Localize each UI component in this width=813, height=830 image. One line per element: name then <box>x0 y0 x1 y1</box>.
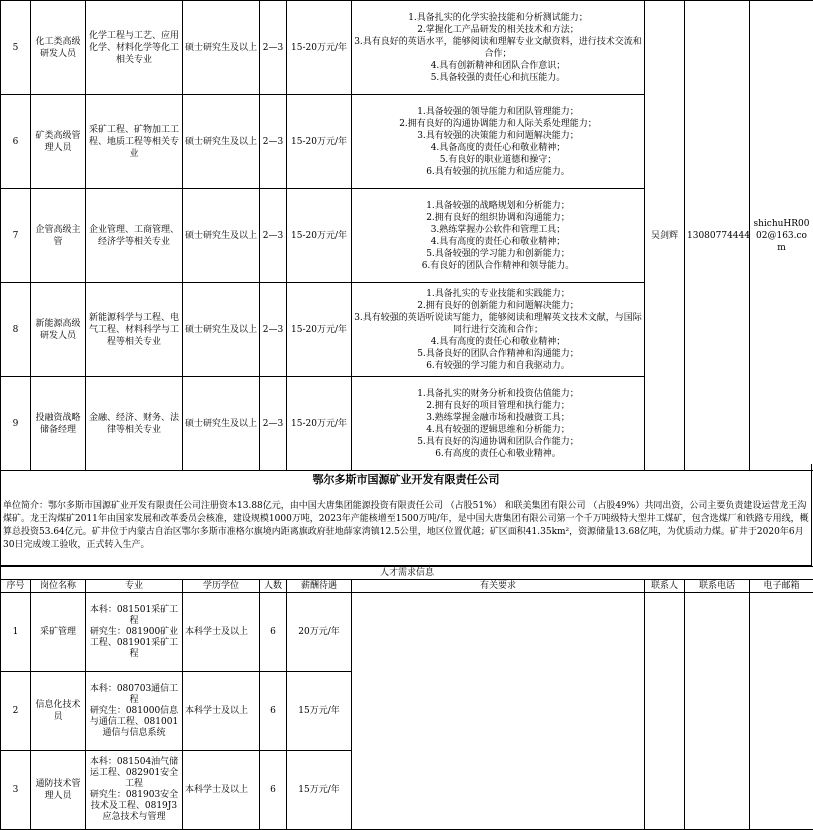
table-header-row <box>1 580 813 593</box>
column-header: 专业 <box>86 580 183 593</box>
company-title: 鄂尔多斯市国源矿业开发有限责任公司 <box>0 464 812 496</box>
table-row <box>1 1 813 95</box>
salary: 15-20万元/年 <box>287 283 352 377</box>
position-name: 通防技术管理人员 <box>31 751 86 830</box>
headcount: 6 <box>260 751 287 830</box>
contact-phone: 13080774444 <box>685 1 750 471</box>
position-name: 矿类高级管理人员 <box>31 95 86 189</box>
talent-demand-section <box>0 566 813 830</box>
degree-requirement: 硕士研究生及以上 <box>183 283 260 377</box>
position-name: 投融资战略储备经理 <box>31 377 86 471</box>
salary: 15万元/年 <box>287 672 352 751</box>
contact-name: 吴剑辉 <box>645 1 685 471</box>
row-number: 1 <box>1 593 31 672</box>
salary: 15-20万元/年 <box>287 95 352 189</box>
row-number: 6 <box>1 95 31 189</box>
requirements: 1.具备扎实的财务分析和投资估值能力； 2.拥有良好的项目管理和执行能力； 3.熟练掌握金融市场和投融资工具； 4.具有较强的逻辑思维和分析能力； 5.具有良好的沟通协调和团队合作能力； 6.有高度的责任心和敬业精神。 <box>352 377 645 471</box>
degree-requirement: 本科学士及以上 <box>183 593 260 672</box>
major-field: 金融、经济、财务、法律等相关专业 <box>86 377 183 471</box>
major-field: 采矿工程、矿物加工工程、地质工程等相关专业 <box>86 95 183 189</box>
major-field: 本科：081504油气储运工程、082901安全工程 研究生：081903安全技术及工程、0819J3应急技术与管理 <box>86 751 183 830</box>
salary: 20万元/年 <box>287 593 352 672</box>
degree-requirement: 本科学士及以上 <box>183 751 260 830</box>
requirements: 1.具备较强的领导能力和团队管理能力； 2.拥有良好的沟通协调能力和人际关系处理能力； 3.具有较强的决策能力和问题解决能力； 4.具备高度的责任心和敬业精神； 5.有良好的职业道德和操守； 6.具有较强的抗压能力和适应能力。 <box>352 95 645 189</box>
phone-empty <box>685 593 750 830</box>
headcount: 2—3 <box>260 283 287 377</box>
headcount: 2—3 <box>260 95 287 189</box>
requirements: 1.具备较强的战略规划和分析能力； 2.拥有良好的组织协调和沟通能力； 3.熟练掌握办公软件和管理工具； 4.具有高度的责任心和敬业精神； 5.具备较强的学习能力和创新能力； 6.有良好的团队合作精神和领导能力。 <box>352 189 645 283</box>
major-field: 新能源科学与工程、电气工程、材料科学与工程等相关专业 <box>86 283 183 377</box>
position-name: 信息化技术员 <box>31 672 86 751</box>
table-row <box>1 593 813 672</box>
row-number: 5 <box>1 1 31 95</box>
requirements-empty <box>352 593 645 830</box>
column-header: 联系电话 <box>685 580 750 593</box>
degree-requirement: 硕士研究生及以上 <box>183 377 260 471</box>
column-header: 岗位名称 <box>31 580 86 593</box>
column-header: 序号 <box>1 580 31 593</box>
company-intro: 单位简介：鄂尔多斯市国源矿业开发有限责任公司注册资本13.88亿元，由中国大唐集团能源投资有限责任公司 （占股51%） 和联美集团有限公司 （占股49%）共同出资，公司主要负责建设运营龙王沟煤矿。龙王沟煤矿2011年由国家发展和改革委员会核准，建设规模1000万吨，2023年产能核增至1500万吨/年，是中国大唐集团有限公司第一个千万吨级特大型井工煤矿，包含选煤厂和铁路专用线，概算总投资53.64亿元。矿井位于内蒙古自治区鄂尔多斯市准格尔旗境内距离旗政府驻地薛家湾镇12.5公里，地区位置优越；矿区面积41.35km²，资源储量13.68亿吨，为优质动力煤。矿井于2020年6月30日完成竣工验收，正式转入生产。 <box>0 496 812 566</box>
contact-empty <box>645 593 685 830</box>
headcount: 2—3 <box>260 1 287 95</box>
salary: 15-20万元/年 <box>287 189 352 283</box>
column-header: 联系人 <box>645 580 685 593</box>
row-number: 7 <box>1 189 31 283</box>
column-header: 有关要求 <box>352 580 645 593</box>
salary: 15-20万元/年 <box>287 377 352 471</box>
headcount: 2—3 <box>260 189 287 283</box>
requirements: 1.具备扎实的化学实验技能和分析测试能力； 2.掌握化工产品研发的相关技术和方法； 3.具有良好的英语水平，能够阅读和理解专业文献资料，进行技术交流和合作； 4.具有创新精神和团队合作意识； 5.具备较强的责任心和抗压能力。 <box>352 1 645 95</box>
major-field: 本科：081501采矿工程 研究生：081900矿业工程、081901采矿工程 <box>86 593 183 672</box>
row-number: 8 <box>1 283 31 377</box>
column-header: 人数 <box>260 580 287 593</box>
requirements: 1.具备扎实的专业技能和实践能力； 2.拥有良好的创新能力和问题解决能力； 3.具有较强的英语听说读写能力，能够阅读和理解英文技术文献，与国际同行进行交流和合作； 4.具有高度的责任心和敬业精神； 5.具备良好的团队合作精神和沟通能力； 6.有较强的学习能力和自我驱动力。 <box>352 283 645 377</box>
column-header: 电子邮箱 <box>750 580 813 593</box>
major-field: 企业管理、工商管理、经济学等相关专业 <box>86 189 183 283</box>
position-name: 新能源高级研发人员 <box>31 283 86 377</box>
section-title: 人才需求信息 <box>1 567 813 580</box>
top-position-rows <box>1 1 813 471</box>
salary: 15-20万元/年 <box>287 1 352 95</box>
headcount: 2—3 <box>260 377 287 471</box>
degree-requirement: 本科学士及以上 <box>183 672 260 751</box>
talent-demand-table <box>0 566 813 830</box>
position-name: 采矿管理 <box>31 593 86 672</box>
position-name: 企管高级主管 <box>31 189 86 283</box>
contact-email: shichuHR0002@163.com <box>750 1 813 471</box>
degree-requirement: 硕士研究生及以上 <box>183 1 260 95</box>
headcount: 6 <box>260 593 287 672</box>
position-name: 化工类高级研发人员 <box>31 1 86 95</box>
row-number: 9 <box>1 377 31 471</box>
email-empty <box>750 593 813 830</box>
headcount: 6 <box>260 672 287 751</box>
column-header: 学历学位 <box>183 580 260 593</box>
degree-requirement: 硕士研究生及以上 <box>183 189 260 283</box>
row-number: 2 <box>1 672 31 751</box>
talent-demand-rows <box>1 593 813 830</box>
row-number: 3 <box>1 751 31 830</box>
salary: 15万元/年 <box>287 751 352 830</box>
major-field: 化学工程与工艺、应用化学、材料化学等化工相关专业 <box>86 1 183 95</box>
column-header: 薪酬待遇 <box>287 580 352 593</box>
degree-requirement: 硕士研究生及以上 <box>183 95 260 189</box>
major-field: 本科：080703通信工程 研究生：081000信息与通信工程、081001通信与信息系统 <box>86 672 183 751</box>
